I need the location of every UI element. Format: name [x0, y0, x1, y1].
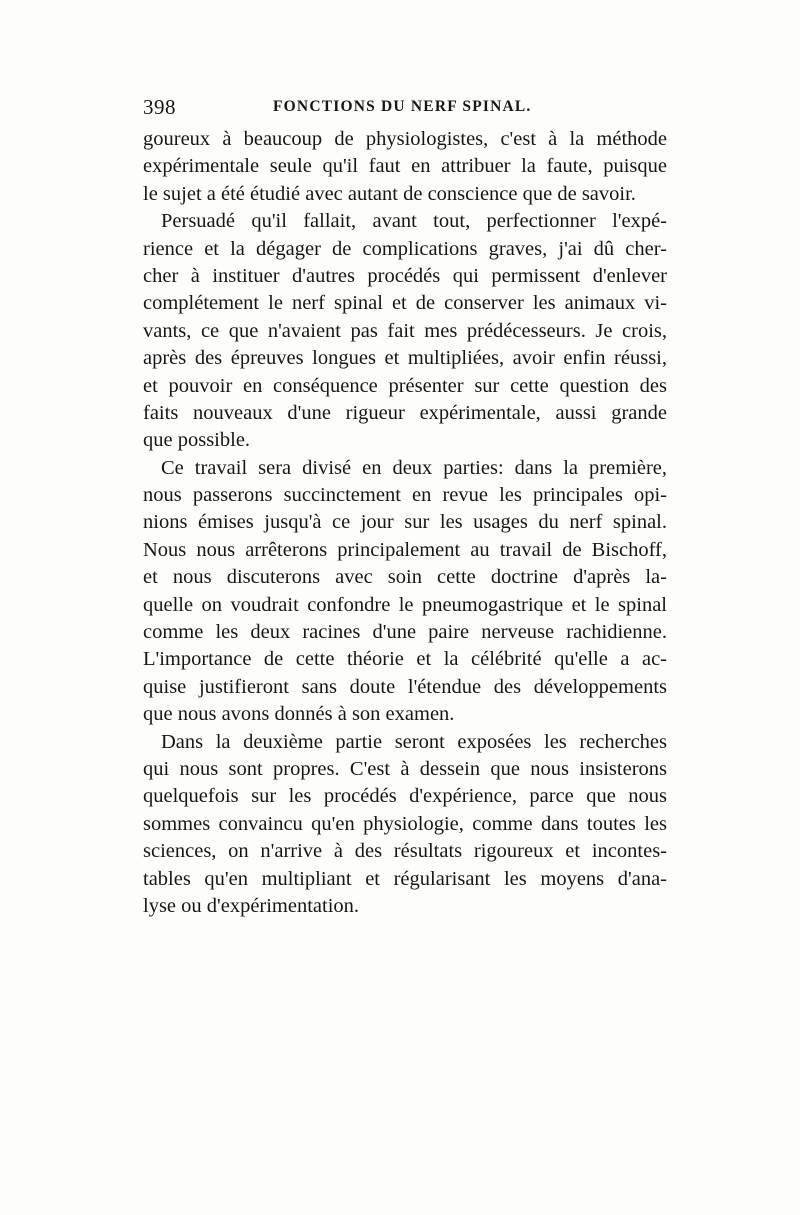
- text-line: sciences, on n'arrive à des résultats rigoureux et incontes-: [143, 840, 667, 863]
- text-line: lyse ou d'expérimentation.: [143, 894, 360, 917]
- page-number: 398: [143, 95, 176, 119]
- paragraph-first-line: Ce travail sera divisé en deux parties: dans la première,: [161, 456, 667, 479]
- text-line: expérimentale seule qu'il faut en attribuer la faute, puisque: [143, 155, 667, 178]
- text-line: faits nouveaux d'une rigueur expérimentale, aussi grande: [143, 401, 667, 424]
- text-line: et nous discuterons avec soin cette doctrine d'après la-: [143, 566, 667, 589]
- body-text: [143, 126, 667, 920]
- text-line: tables qu'en multipliant et régularisant les moyens d'ana-: [143, 867, 667, 890]
- text-line: sommes convaincu qu'en physiologie, comme dans toutes les: [143, 812, 667, 835]
- text-line: goureux à beaucoup de physiologistes, c'est à la méthode: [143, 128, 667, 150]
- text-line: nous passerons succinctement en revue les principales opi-: [143, 484, 667, 507]
- text-line: complétement le nerf spinal et de conserver les animaux vi-: [143, 292, 667, 315]
- running-header: [143, 94, 667, 120]
- text-line: quelle on voudrait confondre le pneumogastrique et le spinal: [143, 593, 667, 616]
- paragraph-first-line: Dans la deuxième partie seront exposées les recherches: [161, 730, 667, 753]
- text-line: qui nous sont propres. C'est à dessein que nous insisterons: [143, 757, 667, 780]
- text-line: comme les deux racines d'une paire nerveuse rachidienne.: [143, 621, 667, 644]
- text-line: nions émises jusqu'à ce jour sur les usages du nerf spinal.: [143, 511, 667, 534]
- text-line: vants, ce que n'avaient pas fait mes prédécesseurs. Je crois,: [143, 319, 667, 342]
- text-line: que possible.: [143, 429, 251, 452]
- text-line: quelquefois sur les procédés d'expérience, parce que nous: [143, 785, 667, 808]
- text-line: Nous nous arrêterons principalement au travail de Bischoff,: [143, 538, 667, 561]
- text-line: cher à instituer d'autres procédés qui permissent d'enlever: [143, 264, 667, 287]
- text-line: que nous avons donnés à son examen.: [143, 703, 455, 726]
- running-title: FONCTIONS DU NERF SPINAL.: [273, 98, 532, 115]
- paragraph-first-line: Persuadé qu'il fallait, avant tout, perfectionner l'expé-: [161, 210, 667, 233]
- text-line: rience et la dégager de complications graves, j'ai dû cher-: [143, 237, 667, 260]
- text-line: le sujet a été étudié avec autant de conscience que de savoir.: [143, 182, 636, 205]
- text-line: après des épreuves longues et multipliées, avoir enfin réussi,: [143, 347, 667, 370]
- text-line: et pouvoir en conséquence présenter sur cette question des: [143, 374, 667, 397]
- text-line: L'importance de cette théorie et la célébrité qu'elle a ac-: [143, 648, 667, 671]
- text-line: quise justifieront sans doute l'étendue des développements: [143, 675, 667, 698]
